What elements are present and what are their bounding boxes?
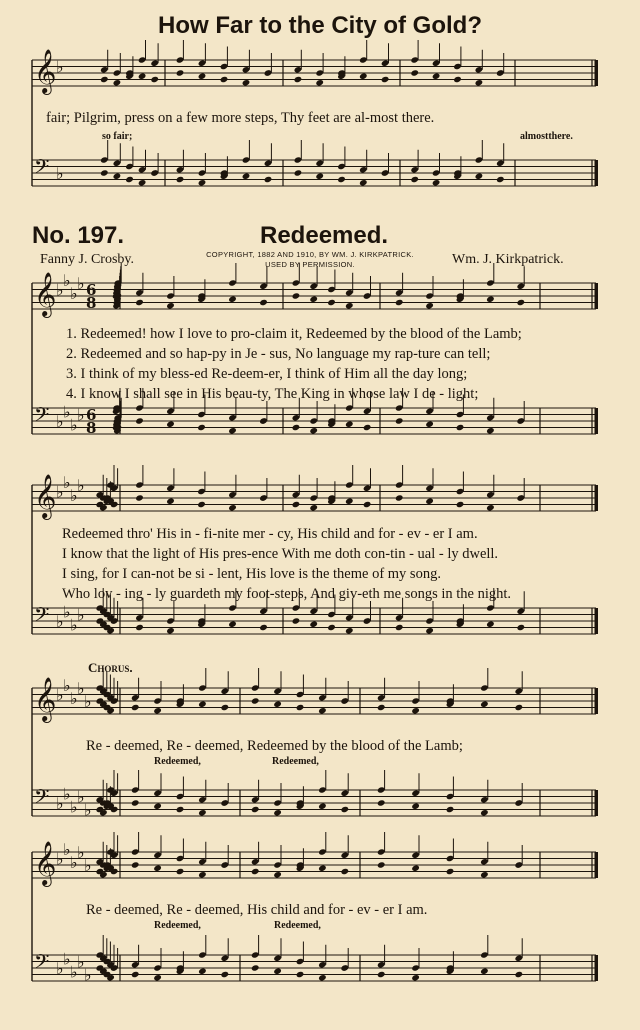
note-head bbox=[138, 73, 147, 80]
final-bar bbox=[595, 408, 599, 434]
flat-sign: ♭ bbox=[77, 405, 85, 425]
note-head bbox=[480, 871, 489, 878]
final-bar bbox=[595, 608, 599, 634]
note-head bbox=[345, 421, 354, 428]
note-head bbox=[259, 299, 268, 306]
note-head bbox=[515, 704, 524, 711]
note-head bbox=[296, 971, 305, 978]
bass-clef: 𝄢 bbox=[34, 603, 50, 631]
chorus-echo-2a: Redeemed, bbox=[154, 920, 201, 931]
note-head bbox=[166, 498, 175, 505]
note-head bbox=[411, 974, 420, 981]
treble-clef: 𝄞 bbox=[34, 677, 57, 721]
flat-sign: ♭ bbox=[63, 402, 71, 422]
note-head bbox=[228, 427, 237, 434]
note-head bbox=[166, 302, 175, 309]
flat-sign: ♭ bbox=[63, 472, 71, 492]
note-head bbox=[273, 968, 282, 975]
note-head bbox=[446, 868, 455, 875]
note-head bbox=[100, 169, 109, 176]
final-bar bbox=[595, 283, 599, 309]
note-head bbox=[345, 302, 354, 309]
note-head bbox=[318, 707, 327, 714]
time-signature: 8 bbox=[86, 294, 97, 312]
previous-hymn-echo-left: so fair; bbox=[102, 131, 133, 142]
note-head bbox=[337, 176, 346, 183]
note-head bbox=[242, 79, 251, 86]
note-head bbox=[150, 76, 159, 83]
note-head bbox=[242, 173, 251, 180]
note-head bbox=[153, 865, 162, 872]
flat-sign: ♭ bbox=[63, 270, 71, 290]
note-head bbox=[259, 624, 268, 631]
flat-sign: ♭ bbox=[56, 685, 64, 705]
note-head bbox=[135, 299, 144, 306]
verse-1-line-1: 1. Redeemed! how I love to pro-claim it, Redeemed by the blood of the Lamb; bbox=[66, 326, 522, 342]
permission-line: USED BY PERMISSION. bbox=[265, 260, 355, 269]
note-head bbox=[318, 865, 327, 872]
note-head bbox=[475, 173, 484, 180]
note-head bbox=[176, 806, 185, 813]
note-head bbox=[309, 296, 318, 303]
note-head bbox=[113, 79, 122, 86]
note-head bbox=[432, 73, 441, 80]
note-head bbox=[517, 299, 526, 306]
note-head bbox=[292, 292, 301, 299]
bass-clef: 𝄢 bbox=[34, 785, 50, 813]
final-bar bbox=[595, 60, 599, 86]
flat-sign: ♭ bbox=[56, 280, 64, 300]
verse-4-line-2: Who lov - ing - ly guardeth my foot-steps, And giv-eth me songs in the night. bbox=[62, 586, 512, 602]
note-head bbox=[486, 427, 495, 434]
flat-sign: ♭ bbox=[56, 959, 64, 978]
flat-sign: ♭ bbox=[63, 675, 71, 695]
note-head bbox=[480, 809, 489, 816]
final-bar bbox=[595, 160, 599, 186]
note-head bbox=[198, 701, 207, 708]
note-head bbox=[425, 421, 434, 428]
verse-1-line-2: Redeemed thro' His in - fi-nite mer - cy, His child and for - ev - er I am. bbox=[62, 526, 478, 542]
note-head bbox=[198, 968, 207, 975]
note-head bbox=[198, 179, 207, 186]
verse-2-line-1: 2. Redeemed and so hap-py in Je - sus, No language my rap-ture can tell; bbox=[66, 346, 491, 362]
note-head bbox=[131, 799, 140, 806]
flat-sign: ♭ bbox=[77, 605, 85, 625]
note-head bbox=[395, 494, 404, 501]
note-head bbox=[425, 302, 434, 309]
note-head bbox=[480, 701, 489, 708]
time-signature: 6 bbox=[86, 406, 97, 424]
note-head bbox=[309, 621, 318, 628]
hymn-composer: Wm. J. Kirkpatrick. bbox=[452, 252, 564, 267]
flat-sign: ♭ bbox=[63, 784, 71, 804]
note-head bbox=[486, 504, 495, 511]
bass-clef: 𝄢 bbox=[34, 155, 50, 183]
note-head bbox=[480, 968, 489, 975]
flat-sign: ♭ bbox=[77, 787, 85, 807]
flat-sign: ♭ bbox=[70, 688, 78, 708]
bass-clef: 𝄢 bbox=[34, 403, 50, 431]
note-head bbox=[377, 971, 386, 978]
hymn-number: No. 197. bbox=[32, 222, 125, 249]
note-head bbox=[251, 697, 260, 704]
note-head bbox=[131, 971, 140, 978]
note-head bbox=[410, 69, 419, 76]
note-head bbox=[273, 809, 282, 816]
note-head bbox=[251, 806, 260, 813]
flat-sign: ♭ bbox=[56, 164, 64, 183]
note-head bbox=[318, 803, 327, 810]
note-head bbox=[100, 76, 109, 83]
chorus-label: Chorus. bbox=[88, 660, 133, 675]
flat-sign: ♭ bbox=[70, 485, 78, 505]
note-head bbox=[395, 299, 404, 306]
flat-sign: ♭ bbox=[77, 476, 85, 495]
previous-hymn-title: How Far to the City of Gold? bbox=[158, 12, 482, 39]
note-head bbox=[315, 79, 324, 86]
flat-sign: ♭ bbox=[56, 849, 64, 869]
note-head bbox=[456, 501, 465, 508]
note-head bbox=[228, 296, 237, 303]
chorus-echo-1b: Redeemed, bbox=[272, 756, 319, 767]
note-head bbox=[341, 868, 350, 875]
flat-sign: ♭ bbox=[56, 794, 64, 813]
note-head bbox=[363, 501, 372, 508]
flat-sign: ♭ bbox=[84, 692, 92, 711]
note-head bbox=[131, 861, 140, 868]
note-head bbox=[363, 424, 372, 431]
verse-3-line-2: I sing, for I can-not be si - lent, His love is the theme of my song. bbox=[62, 566, 441, 582]
chorus-echo-2b: Redeemed, bbox=[274, 920, 321, 931]
note-head bbox=[273, 871, 282, 878]
flat-sign: ♭ bbox=[84, 965, 92, 985]
note-head bbox=[198, 871, 207, 878]
treble-clef: 𝄞 bbox=[34, 49, 57, 93]
note-head bbox=[318, 974, 327, 981]
flat-sign: ♭ bbox=[56, 57, 64, 77]
note-head bbox=[486, 296, 495, 303]
flat-sign: ♭ bbox=[56, 482, 64, 502]
chorus-line-1: Re - deemed, Re - deemed, Redeemed by the blood of the Lamb; bbox=[86, 738, 463, 754]
flat-sign: ♭ bbox=[77, 679, 85, 698]
flat-sign: ♭ bbox=[70, 615, 78, 635]
note-head bbox=[135, 624, 144, 631]
flat-sign: ♭ bbox=[70, 852, 78, 872]
flat-sign: ♭ bbox=[56, 612, 64, 631]
previous-hymn-lyric: fair; Pilgrim, press on a few more steps, Thy feet are al-most there. bbox=[46, 110, 435, 126]
note-head bbox=[197, 501, 206, 508]
note-head bbox=[176, 176, 185, 183]
note-head bbox=[345, 498, 354, 505]
note-head bbox=[359, 73, 368, 80]
hymn-title: Redeemed. bbox=[260, 222, 389, 249]
note-head bbox=[264, 176, 273, 183]
note-head bbox=[432, 179, 441, 186]
note-head bbox=[411, 803, 420, 810]
note-head bbox=[125, 176, 134, 183]
note-head bbox=[221, 971, 230, 978]
flat-sign: ♭ bbox=[84, 800, 92, 820]
final-bar bbox=[595, 852, 599, 878]
chorus-line-2: Re - deemed, Re - deemed, His child and for - ev - er I am. bbox=[86, 902, 428, 918]
treble-clef: 𝄞 bbox=[34, 841, 57, 885]
hymn-author: Fanny J. Crosby. bbox=[40, 252, 134, 267]
note-head bbox=[292, 501, 301, 508]
note-head bbox=[377, 799, 386, 806]
note-head bbox=[176, 69, 185, 76]
note-head bbox=[292, 617, 301, 624]
note-head bbox=[153, 803, 162, 810]
note-head bbox=[153, 707, 162, 714]
flat-sign: ♭ bbox=[70, 283, 78, 303]
note-head bbox=[176, 868, 185, 875]
flat-sign: ♭ bbox=[63, 949, 71, 969]
note-head bbox=[496, 176, 505, 183]
verse-3-line-1: 3. I think of my bless-ed Re-deem-er, I think of Him all the day long; bbox=[66, 366, 468, 382]
note-head bbox=[273, 701, 282, 708]
note-head bbox=[486, 621, 495, 628]
note-head bbox=[315, 173, 324, 180]
note-head bbox=[377, 704, 386, 711]
time-signature: 6 bbox=[86, 281, 97, 299]
note-head bbox=[425, 627, 434, 634]
note-head bbox=[410, 176, 419, 183]
final-bar bbox=[595, 955, 599, 981]
flat-sign: ♭ bbox=[70, 415, 78, 435]
note-head bbox=[377, 861, 386, 868]
note-head bbox=[395, 624, 404, 631]
treble-clef: 𝄞 bbox=[34, 474, 57, 518]
note-head bbox=[456, 424, 465, 431]
note-head bbox=[425, 498, 434, 505]
note-head bbox=[515, 971, 524, 978]
note-head bbox=[446, 806, 455, 813]
chorus-echo-1a: Redeemed, bbox=[154, 756, 201, 767]
note-head bbox=[113, 173, 122, 180]
note-head bbox=[453, 76, 462, 83]
note-head bbox=[228, 621, 237, 628]
note-head bbox=[517, 624, 526, 631]
final-bar bbox=[595, 485, 599, 511]
note-head bbox=[153, 974, 162, 981]
flat-sign: ♭ bbox=[70, 962, 78, 982]
flat-sign: ♭ bbox=[56, 412, 64, 431]
note-head bbox=[251, 964, 260, 971]
note-head bbox=[135, 494, 144, 501]
flat-sign: ♭ bbox=[77, 843, 85, 862]
flat-sign: ♭ bbox=[84, 856, 92, 875]
note-head bbox=[309, 504, 318, 511]
note-head bbox=[292, 424, 301, 431]
note-head bbox=[381, 76, 390, 83]
note-head bbox=[131, 704, 140, 711]
note-head bbox=[221, 704, 230, 711]
note-head bbox=[327, 299, 336, 306]
note-head bbox=[359, 179, 368, 186]
note-head bbox=[198, 73, 207, 80]
final-bar bbox=[595, 790, 599, 816]
note-head bbox=[294, 169, 303, 176]
note-head bbox=[166, 421, 175, 428]
note-head bbox=[395, 417, 404, 424]
note-head bbox=[198, 809, 207, 816]
note-head bbox=[411, 865, 420, 872]
copyright-line: COPYRIGHT, 1882 AND 1910, BY WM. J. KIRKPATRICK. bbox=[206, 250, 414, 259]
time-signature: 8 bbox=[86, 419, 97, 437]
flat-sign: ♭ bbox=[63, 602, 71, 622]
note-head bbox=[341, 806, 350, 813]
note-head bbox=[197, 424, 206, 431]
note-head bbox=[135, 417, 144, 424]
previous-hymn-echo-right: almostthere. bbox=[520, 131, 573, 142]
note-head bbox=[251, 868, 260, 875]
flat-sign: ♭ bbox=[70, 797, 78, 817]
note-head bbox=[138, 179, 147, 186]
bass-clef: 𝄢 bbox=[34, 950, 50, 978]
note-head bbox=[309, 427, 318, 434]
treble-clef: 𝄞 bbox=[34, 272, 57, 316]
flat-sign: ♭ bbox=[77, 274, 85, 293]
note-head bbox=[220, 76, 229, 83]
final-bar bbox=[595, 688, 599, 714]
note-head bbox=[411, 707, 420, 714]
verse-4-line-1: 4. I know I shall see in His beau-ty, The King in whose law I de - light; bbox=[66, 386, 479, 402]
note-head bbox=[345, 627, 354, 634]
copyright-notice bbox=[175, 250, 445, 270]
verse-2-line-2: I know that the light of His pres-ence With me doth con-tin - ual - ly dwell. bbox=[62, 546, 499, 562]
note-head bbox=[294, 76, 303, 83]
note-head bbox=[166, 627, 175, 634]
note-head bbox=[296, 704, 305, 711]
note-head bbox=[475, 79, 484, 86]
note-head bbox=[228, 504, 237, 511]
flat-sign: ♭ bbox=[77, 952, 85, 972]
flat-sign: ♭ bbox=[63, 839, 71, 859]
note-head bbox=[327, 624, 336, 631]
